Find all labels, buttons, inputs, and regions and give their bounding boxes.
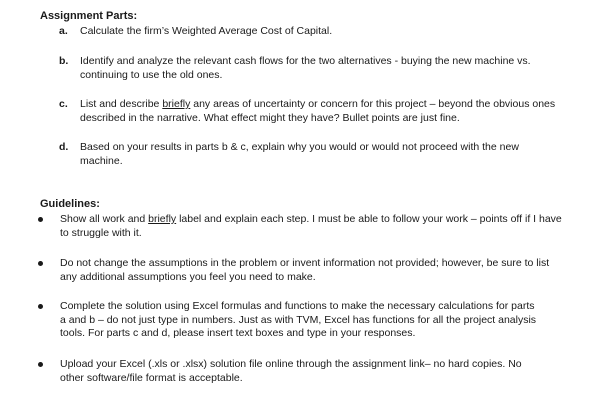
part-line bbox=[80, 98, 600, 112]
guidelines-heading: Guidelines: bbox=[40, 198, 100, 210]
part-line: Identify and analyze the relevant cash flows for the two alternatives - buying the new machine vs. bbox=[80, 55, 531, 67]
bullet-line: tools. For parts c and d, please insert text boxes and type in your responses. bbox=[60, 327, 416, 339]
part-letter: a. bbox=[59, 25, 68, 37]
bullet-text bbox=[60, 300, 595, 341]
part-text bbox=[80, 55, 600, 82]
part-line: machine. bbox=[80, 154, 123, 167]
bullet-dot-icon bbox=[38, 261, 43, 266]
text-run: Show all work and bbox=[60, 213, 149, 225]
bullet-line: any additional assumptions you feel you need to make. bbox=[60, 270, 316, 283]
bullet-line: a and b – do not just type in numbers. Just as with TVM, Excel has functions for all the project analysis bbox=[60, 313, 537, 326]
part-letter: d. bbox=[59, 141, 69, 153]
text-run: List and describe bbox=[80, 98, 163, 110]
text-run: any areas of uncertainty or concern for this project – beyond the obvious ones bbox=[190, 98, 556, 110]
part-letter: b. bbox=[59, 55, 69, 67]
bullet-text bbox=[60, 358, 595, 385]
part-line: continuing to use the old ones. bbox=[80, 68, 223, 81]
text-run: label and explain each step. I must be able to follow your work – points off if I have bbox=[176, 213, 562, 225]
bullet-dot-icon bbox=[38, 362, 43, 367]
bullet-dot-icon bbox=[38, 217, 43, 222]
part-text bbox=[80, 98, 600, 125]
bullet-line: to struggle with it. bbox=[60, 226, 142, 239]
bullet-line bbox=[60, 213, 595, 227]
part-line: described in the narrative. What effect might they have? Bullet points are just fine. bbox=[80, 111, 460, 124]
part-line: Based on your results in parts b & c, explain why you would or would not proceed with the new bbox=[80, 141, 519, 153]
bullet-line: other software/file format is acceptable. bbox=[60, 371, 243, 384]
bullet-line: Upload your Excel (.xls or .xlsx) solution file online through the assignment link– no hard copies. No bbox=[60, 358, 522, 370]
emphasis-underline: briefly bbox=[162, 98, 191, 110]
bullet-dot-icon bbox=[38, 304, 43, 309]
assignment-parts-heading: Assignment Parts: bbox=[40, 10, 138, 22]
part-text bbox=[80, 25, 600, 39]
bullet-line: Do not change the assumptions in the problem or invent information not provided; however, be sure to list bbox=[60, 257, 550, 269]
emphasis-underline: briefly bbox=[148, 213, 177, 225]
part-text bbox=[80, 141, 600, 168]
part-letter: c. bbox=[59, 98, 68, 110]
part-line: Calculate the firm’s Weighted Average Cost of Capital. bbox=[80, 25, 333, 37]
bullet-line: Complete the solution using Excel formulas and functions to make the necessary calculations for parts bbox=[60, 300, 535, 312]
bullet-text bbox=[60, 257, 595, 284]
bullet-text bbox=[60, 213, 595, 240]
